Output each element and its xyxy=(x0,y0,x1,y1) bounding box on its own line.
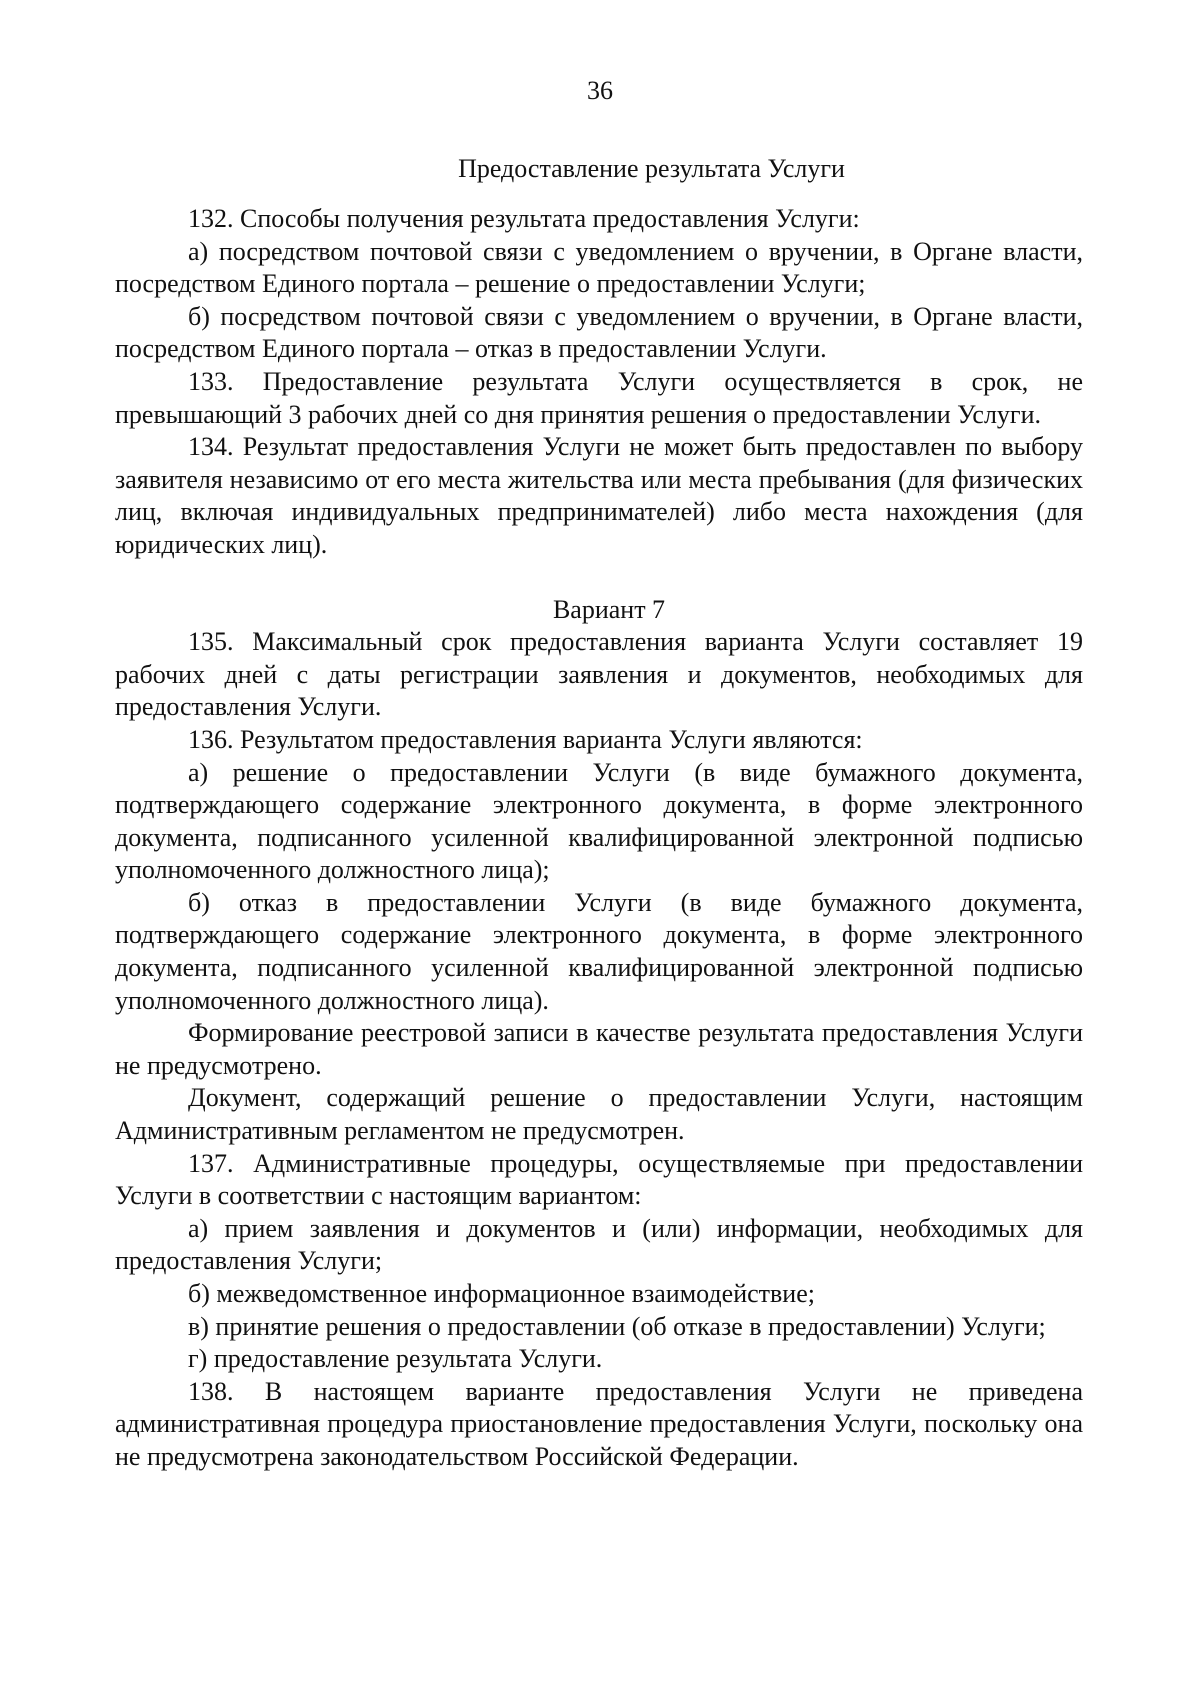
variant-heading: Вариант 7 xyxy=(552,594,666,624)
paragraph-137-a: а) прием заявления и документов и (или) информации, необходимых для предоставления Услуги; xyxy=(115,1213,1083,1276)
paragraph-136: 136. Результатом предоставления варианта Услуги являются: xyxy=(188,724,863,754)
paragraph-132: 132. Способы получения результата предоставления Услуги: xyxy=(188,204,860,233)
paragraph-138: 138. В настоящем варианте предоставления Услуги не приведена административная процедура приостановление предоставления Услуги, поскольку она не предусмотрена законодательством Российской Федерации. xyxy=(115,1376,1083,1471)
page-number: 36 xyxy=(587,76,613,105)
paragraph-registry-note: Формирование реестровой записи в качестве результата предоставления Услуги не предусмотрено. xyxy=(115,1018,1083,1080)
paragraph-document-note: Документ, содержащий решение о предоставлении Услуги, настоящим Административным регламентом не предусмотрен. xyxy=(115,1083,1083,1146)
paragraph-136-b: б) отказ в предоставлении Услуги (в виде бумажного документа, подтверждающего содержание электронного документа, в форме электронного документа, подписанного усиленной квалифицированной электронной подписью уполномоченного должностного лица). xyxy=(115,887,1083,1015)
paragraph-135: 135. Максимальный срок предоставления варианта Услуги составляет 19 рабочих дней с даты регистрации заявления и документов, необходимых для предоставления Услуги. xyxy=(115,627,1083,722)
paragraph-137: 137. Административные процедуры, осуществляемые при предоставлении Услуги в соответствии с настоящим вариантом: xyxy=(115,1148,1083,1211)
paragraph-137-c: в) принятие решения о предоставлении (об отказе в предоставлении) Услуги; xyxy=(188,1311,1046,1341)
paragraph-137-b: б) межведомственное информационное взаимодействие; xyxy=(188,1279,815,1308)
paragraph-133: 133. Предоставление результата Услуги осуществляется в срок, не превышающий 3 рабочих дней со дня принятия решения о предоставлении Услуги. xyxy=(115,366,1083,429)
paragraph-132-b: б) посредством почтовой связи с уведомлением о вручении, в Органе власти, посредством Единого портала – отказ в предоставлении Услуги. xyxy=(115,301,1083,364)
document-body xyxy=(115,153,1083,1474)
paragraph-134: 134. Результат предоставления Услуги не может быть предоставлен по выбору заявителя независимо от его места жительства или места пребывания (для физических лиц, включая индивидуальных предпринимателей) либо места нахождения (для юридических лиц). xyxy=(115,432,1083,559)
paragraph-137-d: г) предоставление результата Услуги. xyxy=(188,1344,603,1374)
section-heading: Предоставление результата Услуги xyxy=(458,154,845,183)
paragraph-132-a: а) посредством почтовой связи с уведомлением о вручении, в Органе власти, посредством Единого портала – решение о предоставлении Услуги; xyxy=(115,236,1083,299)
paragraph-136-a: а) решение о предоставлении Услуги (в виде бумажного документа, подтверждающего содержание электронного документа, в форме электронного документа, подписанного усиленной квалифицированной электронной подписью уполномоченного должностного лица); xyxy=(115,757,1083,885)
